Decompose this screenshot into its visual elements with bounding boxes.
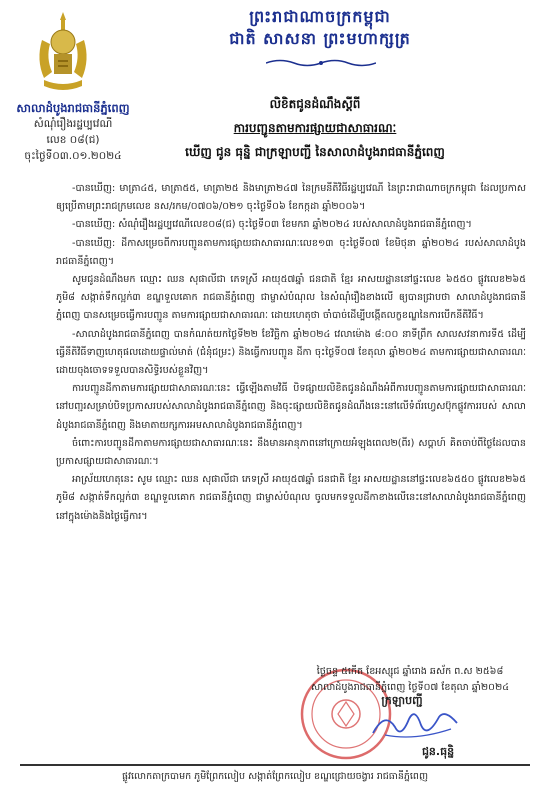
- court-reference: [8, 100, 138, 164]
- solar-date: សាលាដំបូងរាជធានីភ្នំពេញ ថ្ងៃទី០៧ ខែតុលា ឆ្នាំ២០២៤: [310, 682, 510, 693]
- court-name: សាលាដំបូងរាជធានីភ្នំពេញ: [16, 101, 130, 115]
- paragraph-effect: ចំពោះការបញ្ជូនដីកាតាមការផ្សាយជាសាធារណៈនេះ នឹងមានអានុភាពនៅក្រោយអំឡុងពេល២(ពីរ) សប្ដាហ៍ គិតចាប់ពីថ្ងៃដែលបានប្រកាសផ្សាយជាសាធារណៈ។: [56, 437, 526, 468]
- paragraph-hearing: -សាលាដំបូងរាជធានីភ្នំពេញ បានកំណត់យកថ្ងៃទី២២ ខែវិច្ឆិកា ឆ្នាំ២០២៤ វេលាម៉ោង ៨:០០ នាទីព្រឹក សាលសវនាការទី៥ ដើម្បីធ្វើនីតិវិធីទាញហេតុផលដោយផ្ទាល់មាត់ (ជំនុំជម្រះ) និងធ្វើការបញ្ជូន ដីកា ចុះថ្ងៃទី០៧ ខែតុលា ឆ្នាំ២០២៤ តាមការផ្សាយជាសាធារណៈ ដោយចុងចោទទទួលបានសិទ្ធិរបស់ខ្លួនវិញ។: [56, 328, 526, 377]
- paragraph-publication: ការបញ្ជូនដីកាតាមការផ្សាយជាសាធារណៈនេះ ធ្វើឡើងតាមវិធី បិទផ្សាយលិខិតជូនដំណឹងអំពីការបញ្ជូនតាមការផ្សាយជាសាធារណៈ នៅបញ្ជរសម្រាប់បិទប្រកាសរបស់សាលាដំបូងរាជធានីភ្នំពេញ និងចុះផ្សាយលិខិតជូនដំណឹងនេះនៅលើទំព័រហ្វេសប៊ុកផ្លូវការរបស់ សាលាដំបូងរាជធានីភ្នំពេញ និងមាតាយក្សការអមសាលាដំបូងរាជធានីភ្នំពេញ។: [56, 383, 526, 431]
- paragraph-legal-basis-3: -បានឃើញ: ដីកាសម្រេចពីការបញ្ជូនតាមការផ្សាយជាសាធារណៈលេខ១៣ ចុះថ្ងៃទី០៧ ខែមិថុនា ឆ្នាំ២០២៤ របស់សាលាដំបូងរាជធានីភ្នំពេញ។: [56, 237, 526, 267]
- paragraph-legal-basis-2: -បានឃើញ: សំណុំរឿងរដ្ឋប្បវេណីលេខ០៨(ជ) ចុះថ្ងៃទី០៣ ខែមករា ឆ្នាំ២០២៤ របស់សាលាដំបូងរាជធានីភ្នំពេញ។: [72, 219, 472, 231]
- document-body: [56, 180, 526, 526]
- title-line-1: លិខិតជូនដំណឹងស្ដីពី: [269, 97, 361, 111]
- kingdom-heading: [175, 6, 465, 50]
- paragraph-legal-basis-1: -បានឃើញ: មាត្រា៤៥, មាត្រា៥៥, មាត្រា២៥ និងមាត្រា២៤៧ នៃក្រមនីតិវិធីរដ្ឋប្បវេណី នៃព្រះរាជាណាចក្រកម្ពុជា ដែលប្រកាសឲ្យប្រើតាមព្រះរាជក្រមលេខ នស/រកម/០៧០៦/០២១ ចុះថ្ងៃទី០៦ ខែកក្កដា ឆ្នាំ២០០៦។: [56, 183, 526, 213]
- case-number: លេខ ០៨(ជ): [46, 134, 100, 146]
- date-block: [300, 664, 520, 696]
- case-date: ចុះថ្ងៃទី០៣.០១.២០២៤: [24, 150, 122, 162]
- paragraph-conclusion: អាស្រ័យហេតុនេះ សូម ឈ្មោះ ឈន សុផាលីជា ភេទស្រី អាយុ៥៧ឆ្នាំ ជនជាតិ ខ្មែរ អាសយដ្ឋាននៅផ្ទះលេខ៦៥៥០ ផ្លូវលេខ២៦៥ ភូមិ៨ សង្កាត់ទឹកល្អក់៣ ខណ្ឌទួលគោក រាជធានីភ្នំពេញ ជាម្ចាស់បំណុល ចូលមកទទួលដីកាខាងលើនេះនៅសាលាដំបូងរាជធានីភ្នំពេញ នៅក្នុងម៉ោងនិងថ្ងៃធ្វើការ។: [56, 474, 526, 522]
- document-title: [150, 92, 480, 164]
- handwritten-signature-icon: [365, 705, 465, 745]
- footer-divider: [20, 764, 530, 766]
- kingdom-name: ព្រះរាជាណាចក្រកម្ពុជា: [249, 7, 391, 26]
- case-type: សំណុំរឿងរដ្ឋប្បវេណី: [33, 118, 113, 130]
- signer-name: ជូន.ធុន្និ: [421, 745, 455, 758]
- title-line-2: ការបញ្ជូនតាមការផ្សាយជាសាធារណៈ: [233, 121, 397, 135]
- lunar-date: ថ្ងៃចន្ទ ៥កើត ខែអស្សុជ ឆ្នាំរោង ឆស័ក ព.ស ២៥៦៨: [316, 666, 504, 677]
- paragraph-notice: សូមជូនដំណឹងមក ឈ្មោះ ឈន សុផាលីជា ភេទស្រី អាយុ៥៧ឆ្នាំ ជនជាតិ ខ្មែរ អាសយដ្ឋាននៅផ្ទះលេខ ៦៥៥០ ផ្លូវលេខ២៦៥ ភូមិ៨ សង្កាត់ទឹកល្អក់៣ ខណ្ឌទួលគោក រាជធានីភ្នំពេញ ជាម្ចាស់បំណុល នៃសំណុំរឿងខាងលើ ឲ្យបានជ្រាបថា សាលាដំបូងរាជធានីភ្នំពេញ បានសម្រេចធ្វើការបញ្ជូន តាមការផ្សាយជាសាធារណៈ ដោយហេតុថា ចាំបាច់ដើម្បីបង្កើតលក្ខខណ្ឌនៃការបើកនីតិវិធី។: [56, 274, 526, 322]
- title-line-3: ឃើញ ជូន ធុន្និ ជាក្រឡាបញ្ជី នៃសាលាដំបូងរាជធានីភ្នំពេញ: [185, 145, 445, 159]
- footer-address: ផ្លូវលោកតាក្របាមក ភូមិព្រែកលៀប សង្កាត់ព្រែកលៀប ខណ្ឌជ្រោយចង្វារ រាជធានីភ្នំពេញ: [122, 771, 428, 782]
- national-motto: ជាតិ សាសនា ព្រះមហាក្សត្រ: [229, 29, 411, 48]
- ornament-divider-icon: [266, 58, 376, 68]
- royal-emblem-icon: [32, 10, 94, 96]
- signer-title: ក្រឡាបញ្ជី: [381, 694, 423, 707]
